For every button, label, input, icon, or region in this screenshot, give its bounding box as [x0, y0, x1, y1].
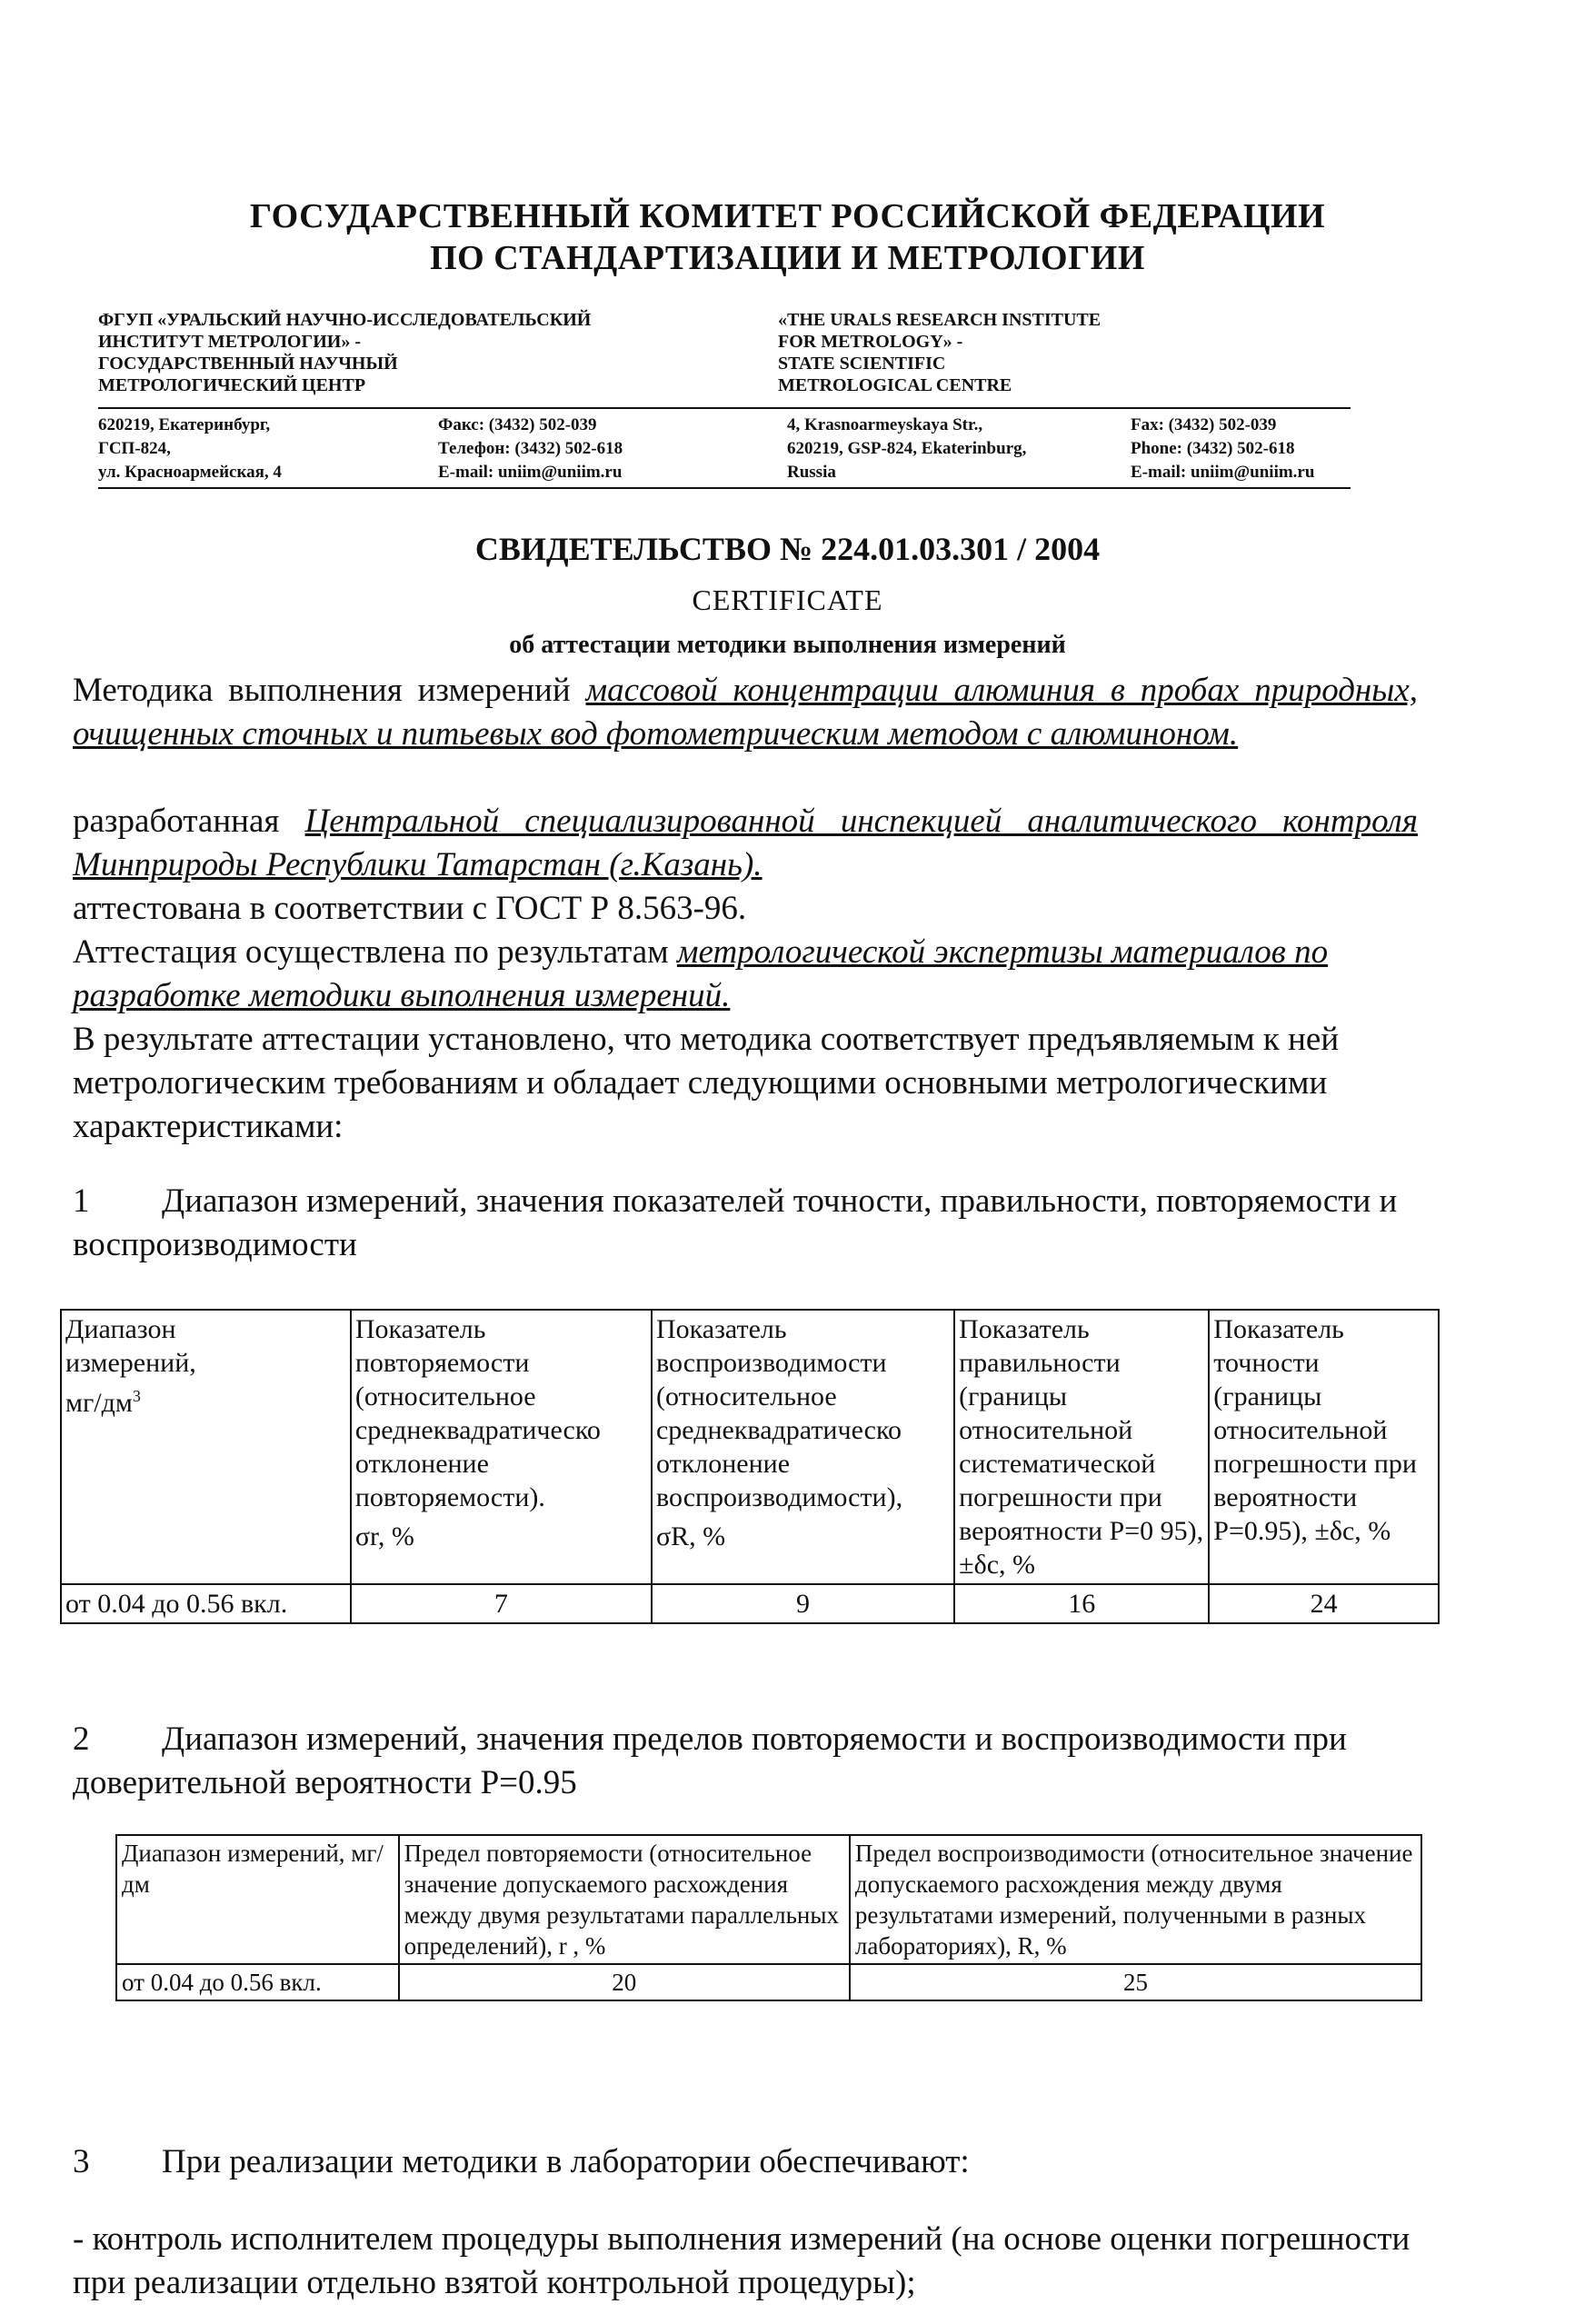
contacts-en	[1131, 414, 1314, 484]
institute-ru-line-3: ГОСУДАРСТВЕННЫЙ НАУЧНЫЙ	[98, 354, 398, 374]
institute-ru-line-4: МЕТРОЛОГИЧЕСКИЙ ЦЕНТР	[98, 375, 366, 395]
header-reproducibility-symbol: σR, %	[655, 1521, 726, 1551]
header-repeatability-text: Показатель повторяемости (относительное среднеквадратическо отклонение повторяемости).	[354, 1314, 601, 1512]
header-reproducibility-limit: Предел воспроизводимости (относительное значение допускаемого расхождения между двумя результатами измерений, полученными в разных лабораториях), R, %	[850, 1835, 1421, 1964]
basis-prefix: Аттестация осуществлена по результатам	[73, 933, 677, 971]
method-paragraph	[73, 669, 1418, 756]
table-row	[61, 1584, 1439, 1623]
cell-range: от 0.04 до 0.56 вкл.	[61, 1584, 351, 1623]
institute-name-en	[778, 309, 1287, 396]
method-prefix: Методика выполнения измерений	[73, 672, 586, 709]
section-3-number: 3	[73, 2143, 90, 2180]
agency-line-2: ПО СТАНДАРТИЗАЦИИ И МЕТРОЛОГИИ	[430, 239, 1145, 277]
phone-ru: Телефон: (3432) 502-618	[438, 439, 623, 458]
section-1-title: Диапазон измерений, значения показателей точности, правильности, повторяемости и воспроизводимости	[73, 1182, 1398, 1263]
limits-table	[115, 1834, 1422, 2001]
cell-reproducibility: 9	[652, 1584, 954, 1623]
address-ru-line-1: 620219, Екатеринбург,	[98, 415, 271, 434]
developer-prefix: разработанная	[73, 803, 305, 840]
fax-ru: Факс: (3432) 502-039	[438, 415, 597, 434]
address-ru-line-2: ГСП-824,	[98, 439, 171, 458]
metrology-characteristics-table	[60, 1309, 1440, 1624]
institute-en-line-4: METROLOGICAL CENTRE	[778, 375, 1012, 395]
section-3-item-1: - контроль исполнителем процедуры выполнения измерений (на основе оценки погрешности при реализации отдельно взятой контрольной процедуры);	[73, 2220, 1411, 2301]
header-accuracy: Показатель точности (границы относительной погрешности при вероятности P=0.95), ±δc, %	[1209, 1310, 1439, 1584]
section-1-heading	[73, 1180, 1400, 1267]
header-range-line-2: измерений,	[65, 1348, 196, 1378]
address-en	[787, 414, 1026, 484]
contacts-ru	[438, 414, 623, 484]
institute-en-line-1: «THE URALS RESEARCH INSTITUTE	[778, 310, 1102, 330]
certificate-subtitle: об аттестации методики выполнения измерений	[509, 631, 1066, 659]
header-repeatability-limit: Предел повторяемости (относительное значение допускаемого расхождения между двумя результатами параллельных определений), r , %	[399, 1835, 850, 1964]
certificate-english-title: CERTIFICATE	[692, 583, 883, 616]
fax-en: Fax: (3432) 502-039	[1131, 415, 1277, 434]
method-name: массовой концентрации алюминия в пробах природных, очищенных сточных и питьевых вод фотометрическим методом с алюминоном.	[73, 672, 1419, 753]
institute-ru-line-2: ИНСТИТУТ МЕТРОЛОГИИ» -	[98, 332, 361, 352]
basis-text: метрологической экспертизы материалов по разработке методики выполнения измерений.	[73, 933, 1329, 1014]
header-divider-top	[98, 407, 1351, 409]
cell-repeatability: 7	[351, 1584, 652, 1623]
agency-line-1: ГОСУДАРСТВЕННЫЙ КОМИТЕТ РОССИЙСКОЙ ФЕДЕРАЦИИ	[249, 197, 1326, 235]
header-range-unit	[65, 1380, 346, 1420]
result-paragraph: В результате аттестации установлено, что методика соответствует предъявляемым к ней метрологическим требованиям и обладает следующими основными метрологическими характеристиками:	[73, 1021, 1340, 1145]
basis-paragraph	[73, 931, 1418, 1018]
section-2-number: 2	[73, 1721, 90, 1758]
section-2-title: Диапазон измерений, значения пределов повторяемости и воспроизводимости при доверительной вероятности P=0.95	[73, 1721, 1347, 1801]
phone-en: Phone: (3432) 502-618	[1131, 439, 1295, 458]
address-en-line-1: 4, Krasnoarmeyskaya Str.,	[787, 415, 983, 434]
cell-trueness: 16	[954, 1584, 1209, 1623]
header-trueness: Показатель правильности (границы относительной систематической погрешности при вероятности P=0 95), ±δc, %	[954, 1310, 1209, 1584]
header-range: Диапазон измерений, мг/дм	[116, 1835, 399, 1964]
certificate-number: СВИДЕТЕЛЬСТВО № 224.01.03.301 / 2004	[474, 531, 1101, 567]
address-ru-line-3: ул. Красноармейская, 4	[98, 463, 282, 482]
address-en-line-2: 620219, GSP-824, Ekaterinburg,	[787, 439, 1027, 458]
table-header-row	[61, 1310, 1439, 1584]
section-2-heading	[73, 1718, 1400, 1805]
institute-en-line-3: STATE SCIENTIFIC	[778, 354, 946, 374]
header-reproducibility-text: Показатель воспроизводимости (относительное среднеквадратическо отклонение воспроизводимости),	[655, 1314, 903, 1512]
cell-accuracy: 24	[1209, 1584, 1439, 1623]
table-header-row	[116, 1835, 1421, 1964]
institute-name-ru	[98, 309, 680, 396]
cell-reproducibility-limit: 25	[850, 1964, 1421, 2000]
address-en-line-3: Russia	[787, 463, 836, 482]
section-1-number: 1	[73, 1182, 90, 1220]
developer-paragraph	[73, 800, 1418, 887]
table-row	[116, 1964, 1421, 2000]
cell-repeatability-limit: 20	[399, 1964, 850, 2000]
email-ru: E-mail: uniim@uniim.ru	[438, 463, 623, 482]
header-divider-bottom	[98, 487, 1351, 489]
section-3-heading	[73, 2140, 1400, 2184]
agency-header	[0, 195, 1575, 279]
address-ru	[98, 414, 282, 484]
header-reproducibility	[652, 1310, 954, 1584]
institute-ru-line-1: ФГУП «УРАЛЬСКИЙ НАУЧНО-ИССЛЕДОВАТЕЛЬСКИЙ	[98, 310, 592, 330]
certified-paragraph: аттестована в соответствии с ГОСТ Р 8.563-96.	[73, 890, 747, 927]
unit-exponent: 3	[132, 1387, 141, 1405]
header-repeatability-symbol: σr, %	[354, 1521, 414, 1551]
header-range-line-1: Диапазон	[65, 1314, 176, 1344]
cell-range: от 0.04 до 0.56 вкл.	[116, 1964, 399, 2000]
email-en: E-mail: uniim@uniim.ru	[1131, 463, 1315, 482]
unit-text: мг/дм	[65, 1388, 133, 1418]
institute-en-line-2: FOR METROLOGY» -	[778, 332, 963, 352]
developer-name: Центральной специализированной инспекцией аналитического контроля Минприроды Республики Татарстан (г.Казань).	[73, 803, 1419, 883]
header-repeatability	[351, 1310, 652, 1584]
section-3-title: При реализации методики в лаборатории обеспечивают:	[162, 2143, 970, 2180]
header-range	[61, 1310, 351, 1584]
